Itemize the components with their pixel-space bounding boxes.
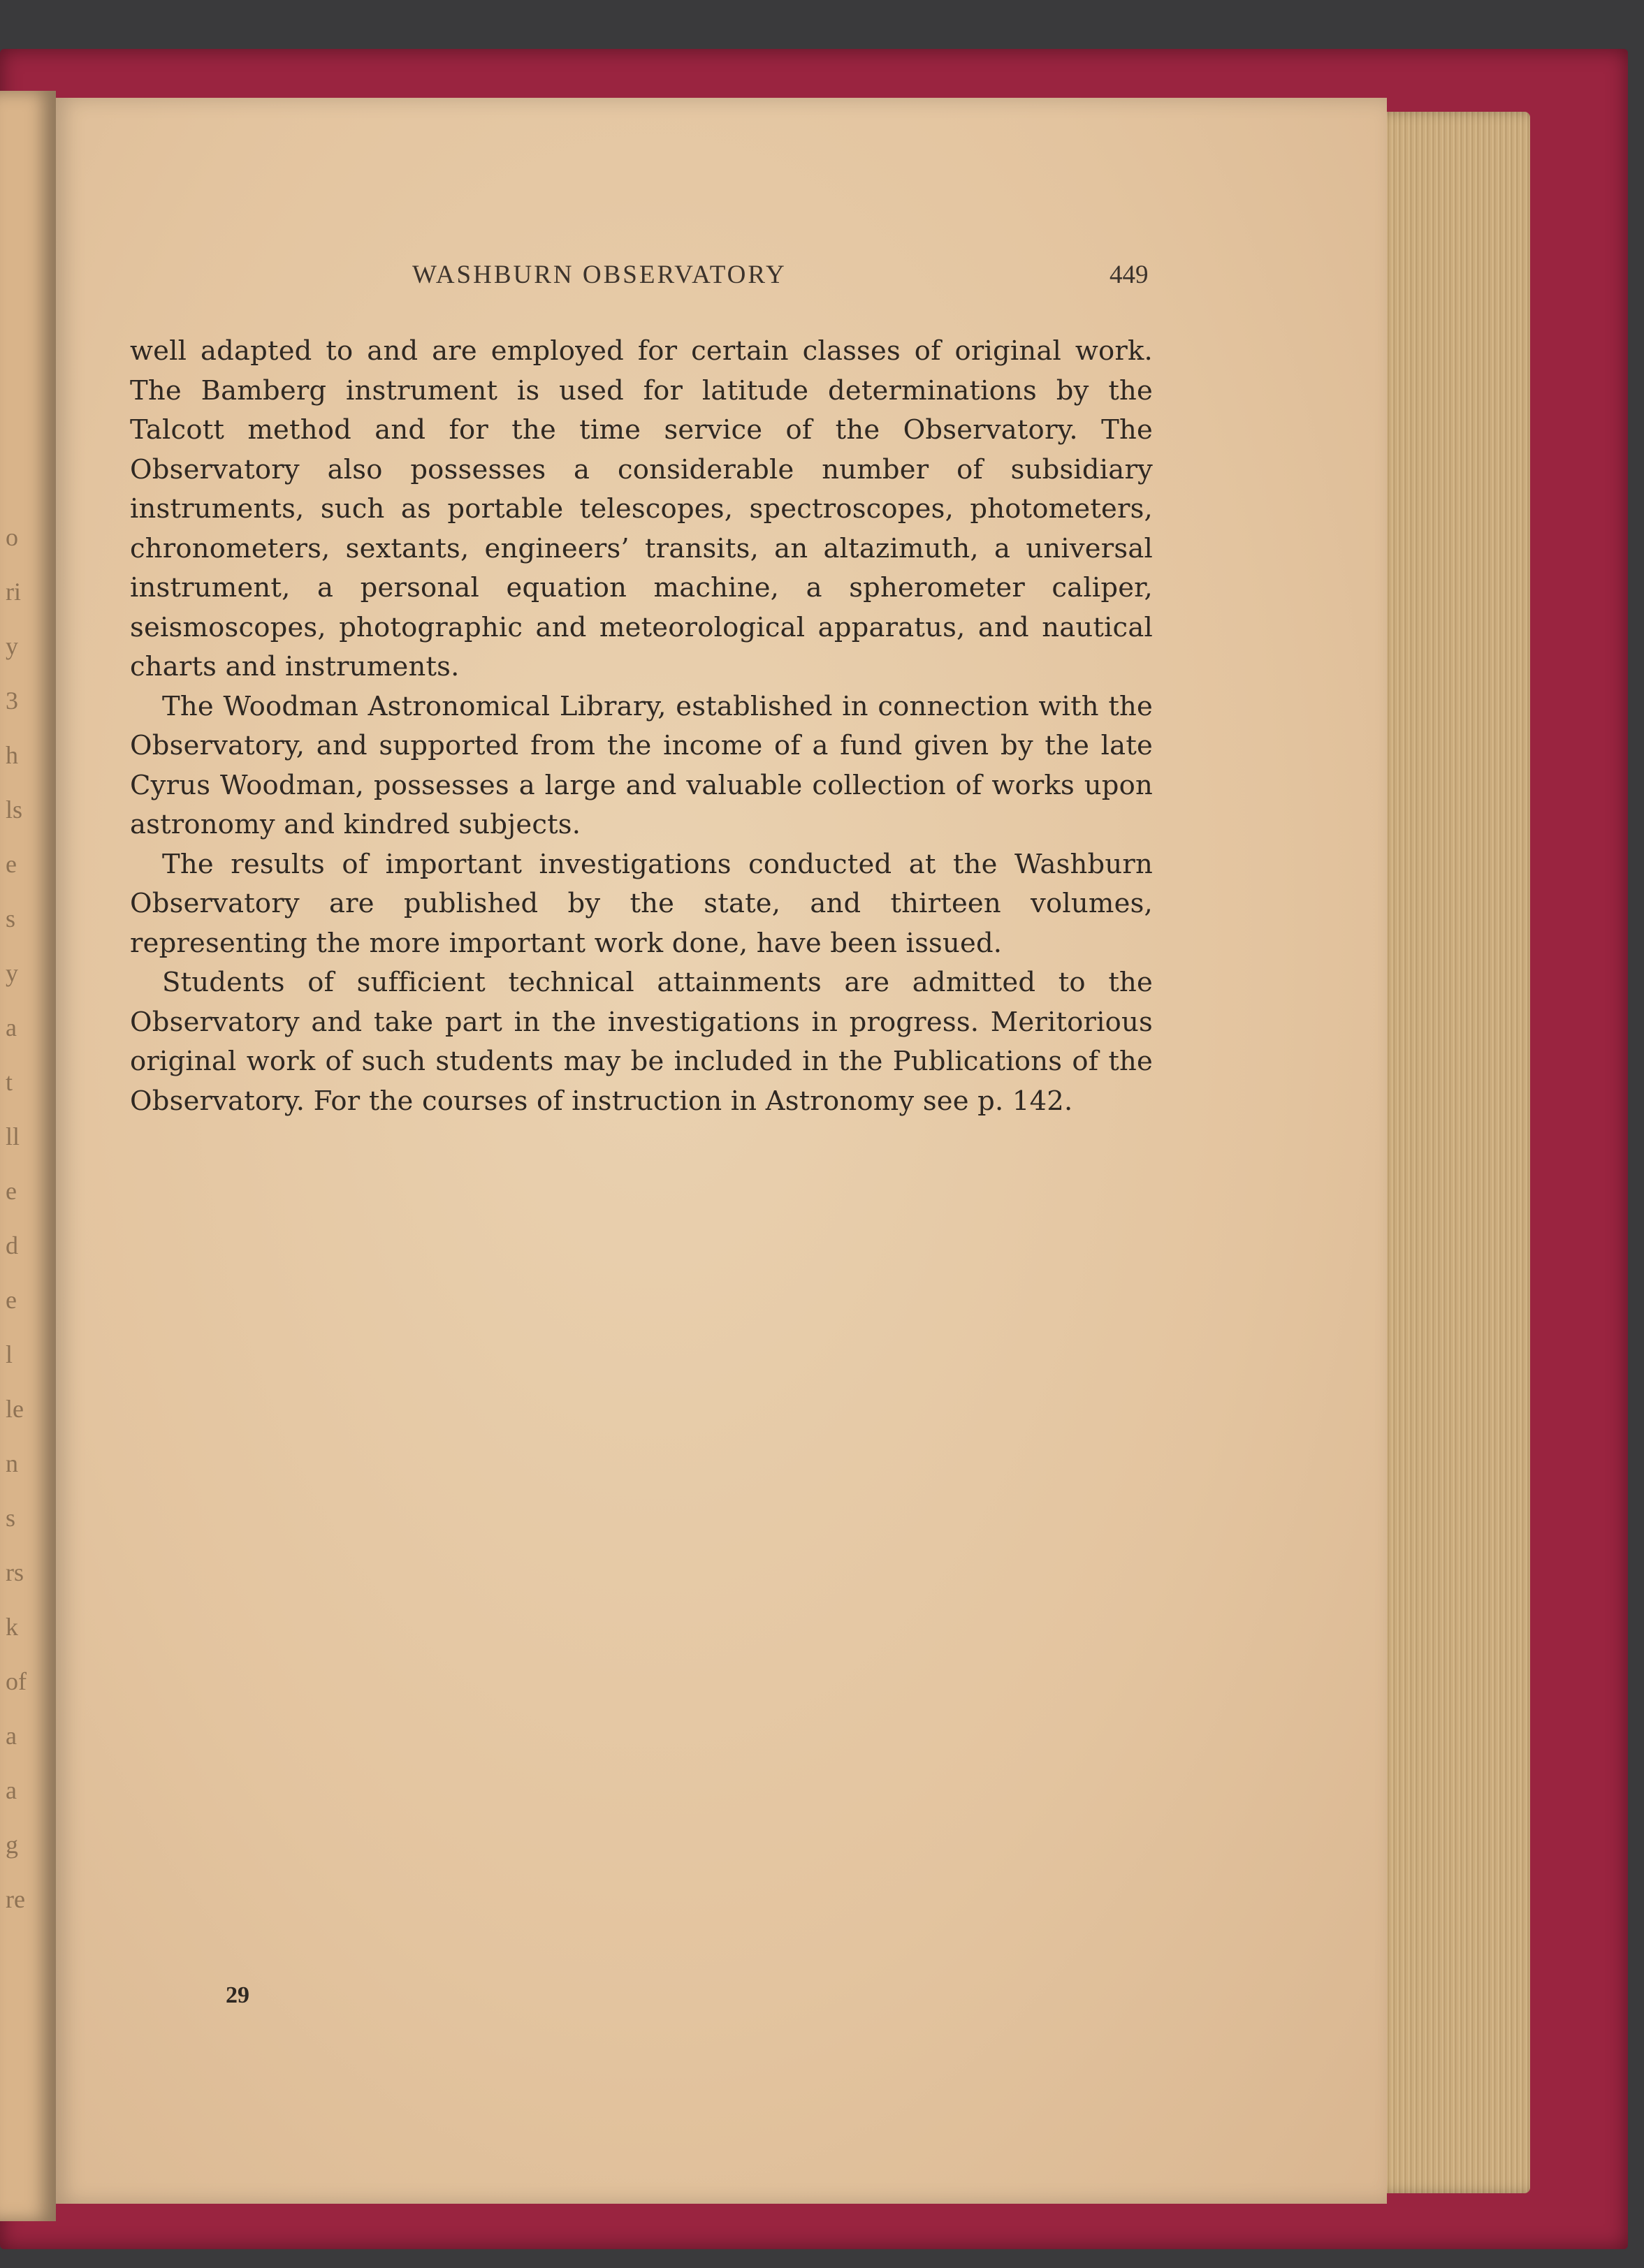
paragraph-instruments: well adapted to and are employed for certain classes of original work. The Bamberg instrument is used for latitude determinations by the Talcott method and for the time service of the Observatory. The Observatory also possesses a considerable number of subsidiary instruments, such as portable telescopes, spectroscopes, photometers, chronometers, sextants, engineers’ transits, an altazimuth, a universal instrument, a personal equation machine, a spherometer caliper, seismoscopes, photographic and meteorological apparatus, and nautical charts and instruments. — [130, 335, 1153, 682]
left-page-edge — [0, 91, 56, 2221]
page-number: 449 — [1110, 261, 1149, 289]
left-page-text-fragments: o ri y 3 h ls e s y a t ll e d e l le n s rs k of a a g re — [6, 523, 27, 1913]
signature-mark: 29 — [226, 1982, 249, 2008]
body-text — [130, 332, 1153, 1121]
paragraph-publications: The results of important investigations conducted at the Washburn Observatory are published by the state, and thirteen volumes, representing the more important work done, have been issued. — [130, 848, 1153, 959]
running-title: WASHBURN OBSERVATORY — [412, 261, 787, 289]
paragraph-library: The Woodman Astronomical Library, established in connection with the Observatory, and supported from the income of a fund given by the late Cyrus Woodman, possesses a large and valuable collection of works upon astronomy and kindred subjects. — [130, 690, 1153, 840]
paragraph-students: Students of sufficient technical attainments are admitted to the Observatory and take part in the investigations in progress. Meritorious original work of such students may be included in the Publications of the Observatory. For the courses of instruction in Astronomy see p. 142. — [130, 967, 1153, 1117]
page-fore-edge — [1362, 112, 1530, 2193]
